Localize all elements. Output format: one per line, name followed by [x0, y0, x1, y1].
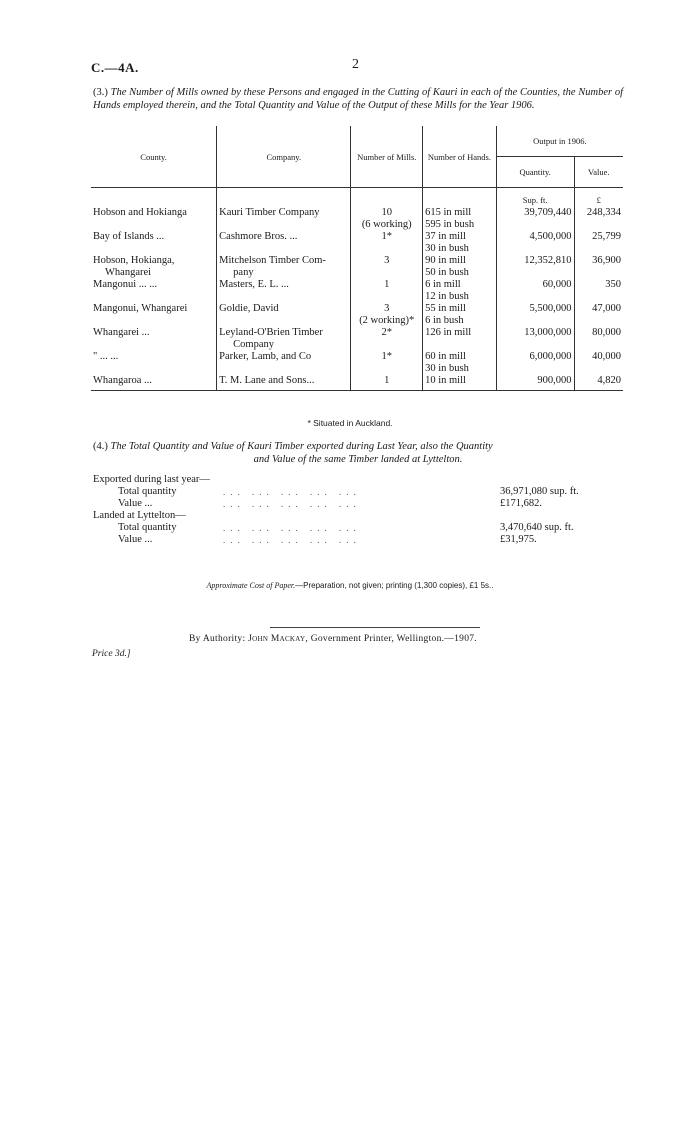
- company-cell: [217, 303, 351, 327]
- table-row: [91, 303, 623, 327]
- mills-cell: [351, 207, 423, 231]
- exported-label: Exported during last year—: [93, 474, 210, 485]
- value-cell: 47,000: [574, 303, 623, 327]
- company-text: Goldie, David: [219, 303, 279, 314]
- hands-cell: [423, 207, 497, 231]
- export-summary: [93, 474, 633, 546]
- value-cell: 4,820: [574, 375, 623, 391]
- company-text: Masters, E. L. ...: [219, 279, 289, 290]
- mills-count: 1*: [381, 351, 392, 362]
- value-cell: 36,900: [574, 255, 623, 279]
- landed-value-label: Value ...: [118, 534, 153, 545]
- county-cell: [91, 375, 217, 391]
- mills-cell: [351, 279, 423, 303]
- quantity-cell: 5,500,000: [496, 303, 574, 327]
- cost-label: Approximate Cost of Paper.: [206, 581, 296, 590]
- company-text: Cashmore Bros. ...: [219, 231, 298, 242]
- mills-cell: [351, 327, 423, 351]
- quantity-cell: 12,352,810: [496, 255, 574, 279]
- document-code: C.—4A.: [91, 60, 139, 75]
- county-cell: [91, 327, 217, 351]
- col-header-quantity: Quantity.: [496, 157, 574, 188]
- county-cell: [91, 303, 217, 327]
- mills-count: 10: [381, 207, 392, 218]
- company-subtext: Company: [233, 339, 275, 350]
- company-cell: [217, 279, 351, 303]
- table-row: [91, 327, 623, 351]
- company-text: Kauri Timber Company: [219, 207, 320, 218]
- county-cell: [91, 279, 217, 303]
- leader-dots: ... ... ... ... ...: [223, 523, 361, 533]
- footer-rule: [270, 627, 480, 628]
- col-header-output: Output in 1906.: [496, 126, 623, 157]
- hands-line: 60 in mill: [425, 351, 466, 362]
- county-text: Hobson and Hokianga: [93, 207, 187, 218]
- leader-dots: ... ... ... ... ...: [223, 487, 361, 497]
- col-header-county: County.: [91, 126, 217, 188]
- value-cell: 80,000: [574, 327, 623, 351]
- unit-quantity: Sup. ft.: [496, 188, 574, 208]
- section-3-number: (3.): [93, 87, 108, 98]
- landed-quantity-label: Total quantity: [118, 522, 177, 533]
- hands-line: 37 in mill: [425, 231, 466, 242]
- landed-value-amount: £31,975.: [500, 534, 537, 545]
- company-text: Parker, Lamb, and Co: [219, 351, 312, 362]
- mills-cell: [351, 255, 423, 279]
- county-text: Hobson, Hokianga,: [93, 255, 175, 266]
- table-row: [91, 255, 623, 279]
- table-row: [91, 351, 623, 375]
- col-header-company: Company.: [217, 126, 351, 188]
- county-text: " ... ...: [93, 351, 119, 362]
- quantity-cell: 4,500,000: [496, 231, 574, 255]
- authority-prefix: By Authority:: [189, 634, 246, 644]
- section-3-heading: [93, 86, 623, 112]
- unit-value: £: [574, 188, 623, 208]
- mills-cell: [351, 375, 423, 391]
- hands-cell: [423, 327, 497, 351]
- printer-name: John Mackay,: [248, 634, 309, 644]
- hands-line: 126 in mill: [425, 327, 472, 338]
- county-text: Mangonui, Whangarei: [93, 303, 188, 314]
- price: Price 3d.]: [92, 649, 131, 659]
- section-4-number: (4.): [93, 441, 108, 452]
- company-text: T. M. Lane and Sons...: [219, 375, 315, 386]
- col-header-value: Value.: [574, 157, 623, 188]
- hands-cell: [423, 255, 497, 279]
- table-row: [91, 375, 623, 391]
- mills-cell: [351, 303, 423, 327]
- county-text: Bay of Islands ...: [93, 231, 165, 242]
- section-4-title-line2: and Value of the same Timber landed at Lyttelton.: [253, 454, 463, 465]
- hands-cell: [423, 279, 497, 303]
- value-cell: 25,799: [574, 231, 623, 255]
- mills-working: (2 working)*: [359, 315, 415, 326]
- table-footnote: * Situated in Auckland.: [307, 418, 393, 428]
- mills-count: 3: [384, 255, 390, 266]
- hands-cell: [423, 351, 497, 375]
- company-subtext: pany: [233, 267, 254, 278]
- section-4-title-line1: The Total Quantity and Value of Kauri Timber exported during Last Year, also the Quantity: [110, 441, 493, 452]
- hands-line: 595 in bush: [425, 219, 475, 230]
- company-cell: [217, 207, 351, 231]
- exported-value-label: Value ...: [118, 498, 153, 509]
- col-header-hands: Number of Hands.: [423, 126, 497, 188]
- company-cell: [217, 255, 351, 279]
- mills-cell: [351, 351, 423, 375]
- quantity-cell: 13,000,000: [496, 327, 574, 351]
- quantity-cell: 6,000,000: [496, 351, 574, 375]
- mills-count: 1*: [381, 231, 392, 242]
- company-cell: [217, 351, 351, 375]
- exported-value-amount: £171,682.: [500, 498, 542, 509]
- county-subtext: Whangarei: [105, 267, 152, 278]
- quantity-cell: 39,709,440: [496, 207, 574, 231]
- county-text: Mangonui ... ...: [93, 279, 158, 290]
- printer-rest: Government Printer, Wellington.—1907.: [310, 634, 477, 644]
- exported-quantity-value: 36,971,080 sup. ft.: [500, 486, 579, 497]
- section-4-heading: [93, 440, 623, 466]
- hands-line: 10 in mill: [425, 375, 466, 386]
- leader-dots: ... ... ... ... ...: [223, 535, 361, 545]
- section-3-title: The Number of Mills owned by these Persons and engaged in the Cutting of Kauri in each of the Counties, the Number of Hands employed therein, and the Total Quantity and Value of the Output of these Mills for the Year 1906.: [93, 87, 623, 111]
- county-cell: [91, 231, 217, 255]
- landed-label: Landed at Lyttelton—: [93, 510, 186, 521]
- hands-line: 50 in bush: [425, 267, 469, 278]
- hands-line: 6 in mill: [425, 279, 461, 290]
- hands-cell: [423, 375, 497, 391]
- mills-working: (6 working): [361, 219, 412, 230]
- value-cell: 40,000: [574, 351, 623, 375]
- hands-line: 90 in mill: [425, 255, 466, 266]
- county-cell: [91, 207, 217, 231]
- county-cell: [91, 351, 217, 375]
- mills-count: 2*: [381, 327, 392, 338]
- company-cell: [217, 231, 351, 255]
- mills-cell: [351, 231, 423, 255]
- page-number: 2: [352, 57, 359, 72]
- table-row: [91, 207, 623, 231]
- quantity-cell: 60,000: [496, 279, 574, 303]
- company-text: Leyland-O'Brien Timber: [219, 327, 323, 338]
- company-text: Mitchelson Timber Com-: [219, 255, 326, 266]
- exported-quantity-label: Total quantity: [118, 486, 177, 497]
- county-text: Whangarei ...: [93, 327, 150, 338]
- table-row: [91, 231, 623, 255]
- printer-authority: [189, 634, 477, 644]
- cost-of-paper: [0, 581, 700, 590]
- hands-cell: [423, 231, 497, 255]
- value-cell: 350: [574, 279, 623, 303]
- quantity-cell: 900,000: [496, 375, 574, 391]
- leader-dots: ... ... ... ... ...: [223, 499, 361, 509]
- mills-count: 1: [384, 375, 390, 386]
- hands-line: 6 in bush: [425, 315, 464, 326]
- mills-count: 1: [384, 279, 390, 290]
- mills-table: [91, 126, 623, 391]
- mills-count: 3: [384, 303, 390, 314]
- hands-line: 12 in bush: [425, 291, 469, 302]
- value-cell: 248,334: [574, 207, 623, 231]
- hands-line: 615 in mill: [425, 207, 472, 218]
- hands-line: 30 in bush: [425, 363, 469, 374]
- cost-text: —Preparation, not given; printing (1,300 copies), £1 5s..: [295, 581, 494, 590]
- company-cell: [217, 375, 351, 391]
- col-header-mills: Number of Mills.: [351, 126, 423, 188]
- hands-line: 30 in bush: [425, 243, 469, 254]
- county-cell: [91, 255, 217, 279]
- table-row: [91, 279, 623, 303]
- county-text: Whangaroa ...: [93, 375, 152, 386]
- landed-quantity-value: 3,470,640 sup. ft.: [500, 522, 574, 533]
- company-cell: [217, 327, 351, 351]
- hands-line: 55 in mill: [425, 303, 466, 314]
- hands-cell: [423, 303, 497, 327]
